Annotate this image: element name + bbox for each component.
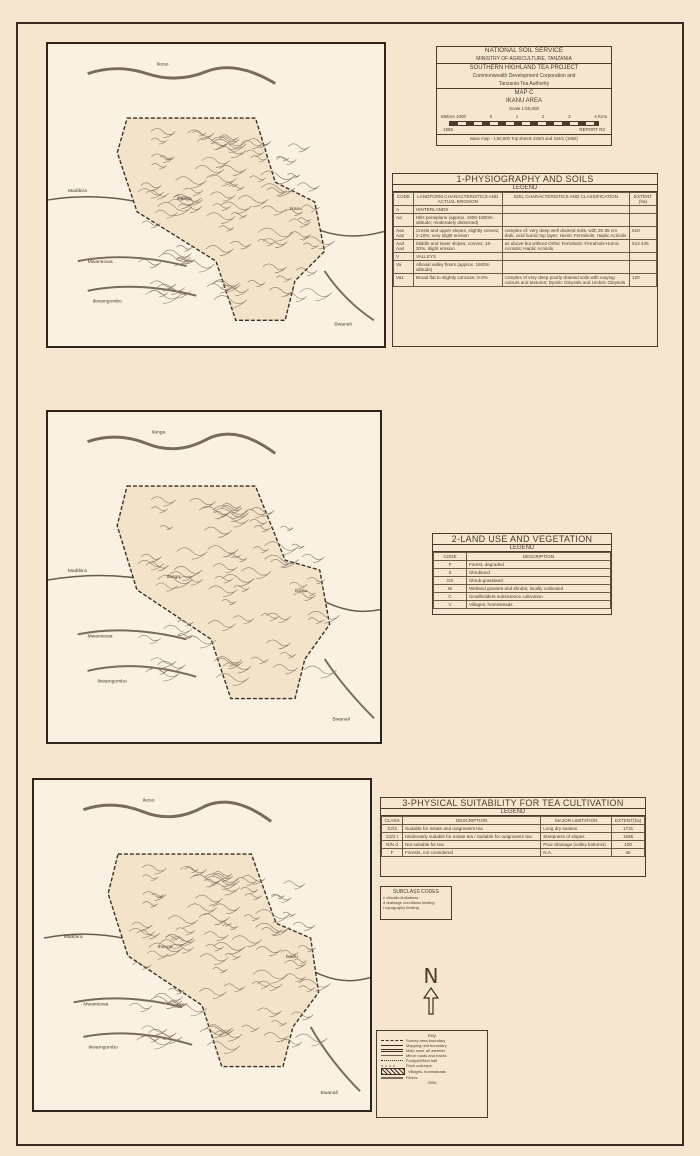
map3-label-7: Bwanali [320, 1091, 338, 1097]
table-row [382, 841, 645, 849]
map2-label-6: Ikanu [295, 588, 308, 594]
cell [630, 261, 657, 274]
suitability-map-panel [32, 778, 372, 1112]
cell: Long dry season [541, 825, 612, 833]
cell: Crests and upper slopes, slightly convex; 2-16%; very slight erosion [413, 227, 502, 240]
tick-1: 1 [515, 114, 519, 119]
contour-line [297, 183, 319, 191]
cell: Forest, degraded [467, 561, 611, 569]
contour-line [138, 635, 161, 643]
cell: S3/2 t [382, 833, 403, 841]
cell: Steepness of slopes [541, 833, 612, 841]
cell: Smallholders subsistence cultivation [467, 593, 611, 601]
table-row [434, 585, 611, 593]
cell: as above but without Orthic Ferralsols; Ferralsols-Humic Acrisols; Haplic Acrisols [502, 240, 629, 253]
north-arrow-icon [421, 986, 441, 1016]
cell: Forests, not considered [403, 849, 541, 857]
table-row [394, 240, 657, 253]
cell: C [434, 593, 467, 601]
map2-label-3: Mwamtowa [87, 634, 113, 640]
map-area: IKANU AREA [505, 98, 542, 104]
cell [630, 214, 657, 227]
landuse-map-panel [46, 410, 382, 744]
cell: Broad flat to slightly concave; 0-2% [413, 274, 502, 287]
cell: 1595 [612, 833, 645, 841]
cell [502, 261, 629, 274]
scale-bar-labels [437, 113, 611, 121]
contour-line [295, 1034, 327, 1046]
suitability-legend-table [381, 816, 645, 857]
cell: Moderately suitable for estate tea / Suitable for outgrowers tea [403, 833, 541, 841]
contour-line [176, 245, 192, 251]
subclass-codes-box [380, 886, 452, 920]
cell: W [434, 585, 467, 593]
cell [502, 206, 629, 214]
cell: Aa [394, 214, 414, 227]
cell: 100 [612, 841, 645, 849]
suitability-legend [380, 797, 646, 877]
north-label: N [423, 964, 439, 988]
key-label: Rivers [406, 1075, 418, 1080]
table-row [394, 261, 657, 274]
title-line1: NATIONAL SOIL SERVICE [484, 47, 564, 54]
cell: F [434, 561, 467, 569]
key-item: xxxx Rock outcrops [381, 1063, 432, 1068]
title-line2: MINISTRY OF AGRICULTURE, TANZANIA [476, 56, 572, 62]
subclass-item-t: t topography limiting [383, 905, 419, 910]
table-row [394, 227, 657, 240]
table-row [382, 825, 645, 833]
suit-th-2: MAJOR LIMITATION [541, 817, 612, 825]
soils-legend [392, 173, 658, 347]
map3-label-5: Ihunga [157, 944, 173, 950]
cell: Shrubland [467, 569, 611, 577]
subclass-title: SUBCLASS CODES [393, 889, 439, 895]
tick-3: 3 [568, 114, 571, 119]
landuse-legend-table [433, 552, 611, 609]
soils-legend-label: LEGEND [393, 185, 657, 192]
contour-line [293, 922, 315, 930]
table-row [434, 577, 611, 585]
soils-th-1: LANDFORM CHARACTERISTICS AND ACTUAL EROSION [413, 193, 502, 206]
subclass-item-c: c climatic limitations [383, 895, 419, 900]
key-label: Minor roads and tracks [406, 1053, 447, 1058]
key-label: Rock outcrops [406, 1063, 432, 1068]
cell: Poor drainage (valley bottoms) [541, 841, 612, 849]
key-label: Main road, all weather [406, 1048, 446, 1053]
cell: Suitable for estate and outgrowers tea [403, 825, 541, 833]
landuse-th-0: CODE [434, 553, 467, 561]
map1-label-2: Madibira [67, 189, 87, 195]
map2-label-7: Bwanali [332, 717, 350, 723]
cell: VALLEYS [413, 253, 502, 261]
map1-label-4: Ikwamgombo [92, 299, 122, 305]
cell: Aa3 Aa4 [394, 240, 414, 253]
contour-line [287, 173, 299, 178]
table-row [434, 561, 611, 569]
river-north [83, 802, 271, 821]
suitability-map [34, 780, 370, 1110]
map-key-title: Key [428, 1033, 436, 1038]
key-label: Villages, homesteads [408, 1069, 446, 1074]
year: 1985 [443, 127, 454, 132]
cell: Not suitable for tea [403, 841, 541, 849]
soils-legend-title: 1-PHYSIOGRAPHY AND SOILS [393, 174, 657, 185]
title-line3: SOUTHERN HIGHLAND TEA PROJECT [437, 63, 611, 72]
cell: Hills peneplane (approx. 1600-1800m. altitude; moderately dissected) [413, 214, 502, 227]
cell: Va [394, 261, 414, 274]
key-label: Survey area boundary [406, 1038, 446, 1043]
cell: 1731 [612, 825, 645, 833]
cell: 513 435 [630, 240, 657, 253]
title-line5: Tanzania Tea Authority [498, 81, 550, 87]
cell: Wetland grasses and shrubs; locally cultivated [467, 585, 611, 593]
cell: F [382, 849, 403, 857]
tick-4: 4 Kms [594, 114, 607, 119]
river-north [88, 434, 276, 453]
metres-label: Metres 1000 [441, 114, 467, 119]
table-row [434, 601, 611, 609]
soils-map [48, 44, 384, 346]
report: REPORT R2 [579, 127, 605, 132]
map1-label-1: Ikoso [156, 62, 169, 68]
table-row [382, 833, 645, 841]
table-row [382, 849, 645, 857]
title-line4: Commonwealth Development Corporation and [472, 73, 576, 79]
cell: V [394, 253, 414, 261]
landuse-legend-title: 2-LAND USE AND VEGETATION [433, 534, 611, 545]
contour-line [271, 895, 291, 903]
contour-line [292, 544, 304, 549]
cell: Villages, homesteads [467, 601, 611, 609]
cell [630, 206, 657, 214]
landuse-legend-label: LEGEND [433, 545, 611, 552]
map-key [376, 1030, 488, 1118]
contour-line [288, 144, 309, 152]
soils-th-2: SOIL CHARACTERISTICS AND CLASSIFICATION [502, 193, 629, 206]
cell: N/N d [382, 841, 403, 849]
map3-label-6: Ikanu [285, 954, 299, 960]
map-scale: Scale 1:50,000 [508, 106, 540, 111]
cell: 40 [612, 849, 645, 857]
table-row [434, 593, 611, 601]
contour-line [302, 554, 324, 562]
cell [502, 214, 629, 227]
suitability-legend-label: LEGEND [381, 809, 645, 816]
year-report [437, 126, 611, 134]
river-north [88, 68, 276, 84]
map3-label-3: Mwamtowa [83, 1002, 109, 1008]
map-key-footer: 2006 [427, 1080, 437, 1085]
key-label: Mapping unit boundary [406, 1043, 447, 1048]
contour-line [129, 1003, 152, 1011]
map2-label-5: Ilanga [166, 574, 181, 580]
cell: 610 [630, 227, 657, 240]
soils-th-0: CODE [394, 193, 414, 206]
map2-label-1: Ilanga [151, 430, 166, 436]
suit-th-1: DESCRIPTION [403, 817, 541, 825]
suit-th-0: CLASS [382, 817, 403, 825]
map1-label-6: Ikanu [290, 206, 303, 212]
table-row [394, 206, 657, 214]
soils-map-panel [46, 42, 386, 348]
landuse-legend [432, 533, 612, 615]
contour-line [163, 250, 191, 261]
suit-th-3: EXTENT(ha) [612, 817, 645, 825]
title-block [436, 46, 612, 146]
contour-line [281, 526, 294, 531]
base-map: Base map - 1:50,000 Top sheets 233/3 and 244/1 (1982) [437, 134, 611, 143]
contour-line [150, 290, 167, 297]
table-row [394, 274, 657, 287]
cell: V [434, 601, 467, 609]
cell: Alluvial valley floors (approx. 1600m altitude) [413, 261, 502, 274]
tick-0: 0 [489, 114, 493, 119]
cell: complex of: very deep well drained soils, with 25-35 cm dark, acid humic top layer; Humic Ferralsols; Haplic Acrisols [502, 227, 629, 240]
map3-label-1: Ikoso [142, 798, 155, 804]
map1-label-5: Ihunga [176, 196, 192, 202]
cell: S [434, 569, 467, 577]
landuse-th-1: DESCRIPTION [467, 553, 611, 561]
table-row [394, 214, 657, 227]
suitability-legend-title: 3-PHYSICAL SUITABILITY FOR TEA CULTIVATION [381, 798, 645, 809]
landuse-map [48, 412, 380, 742]
cell [630, 253, 657, 261]
cell: Va1 [394, 274, 414, 287]
cell: complex of very deep poorly drained soils with varying colours and textures; Dystric Gleysols and Umbric Gleysols [502, 274, 629, 287]
map1-label-7: Bwanali [334, 322, 352, 328]
cell: HINTERLANDS [413, 206, 502, 214]
soils-legend-table [393, 192, 657, 287]
map1-label-3: Mwamtowa [87, 260, 113, 266]
table-row [394, 253, 657, 261]
north-arrow [421, 966, 441, 1018]
cell: GS [434, 577, 467, 585]
map2-label-4: Ikwamgombo [97, 679, 127, 685]
map-id: MAP C [437, 88, 611, 97]
cell: N.A. [541, 849, 612, 857]
map3-label-4: Ikwamgombo [88, 1045, 118, 1051]
map2-label-2: Madibira [67, 569, 87, 575]
tick-2: 2 [541, 114, 545, 119]
table-row [434, 569, 611, 577]
cell: Shrub-grassland [467, 577, 611, 585]
map3-label-2: Madibira [63, 935, 83, 941]
key-item [381, 1068, 483, 1075]
subclass-item-d: d drainage conditions limiting [383, 900, 435, 905]
cell: Middle and lower slopes, convex; 16-30%; slight erosion [413, 240, 502, 253]
cell: Aa1 Aa2 [394, 227, 414, 240]
contour-line [284, 881, 305, 889]
cell [502, 253, 629, 261]
cell: A [394, 206, 414, 214]
contour-line [283, 912, 295, 917]
cell: 120 [630, 274, 657, 287]
cell: S2/3 [382, 825, 403, 833]
contour-line [276, 157, 296, 164]
soils-th-3: EXTENT (ha) [630, 193, 657, 206]
key-label: Footpath/foot trail [406, 1058, 438, 1063]
